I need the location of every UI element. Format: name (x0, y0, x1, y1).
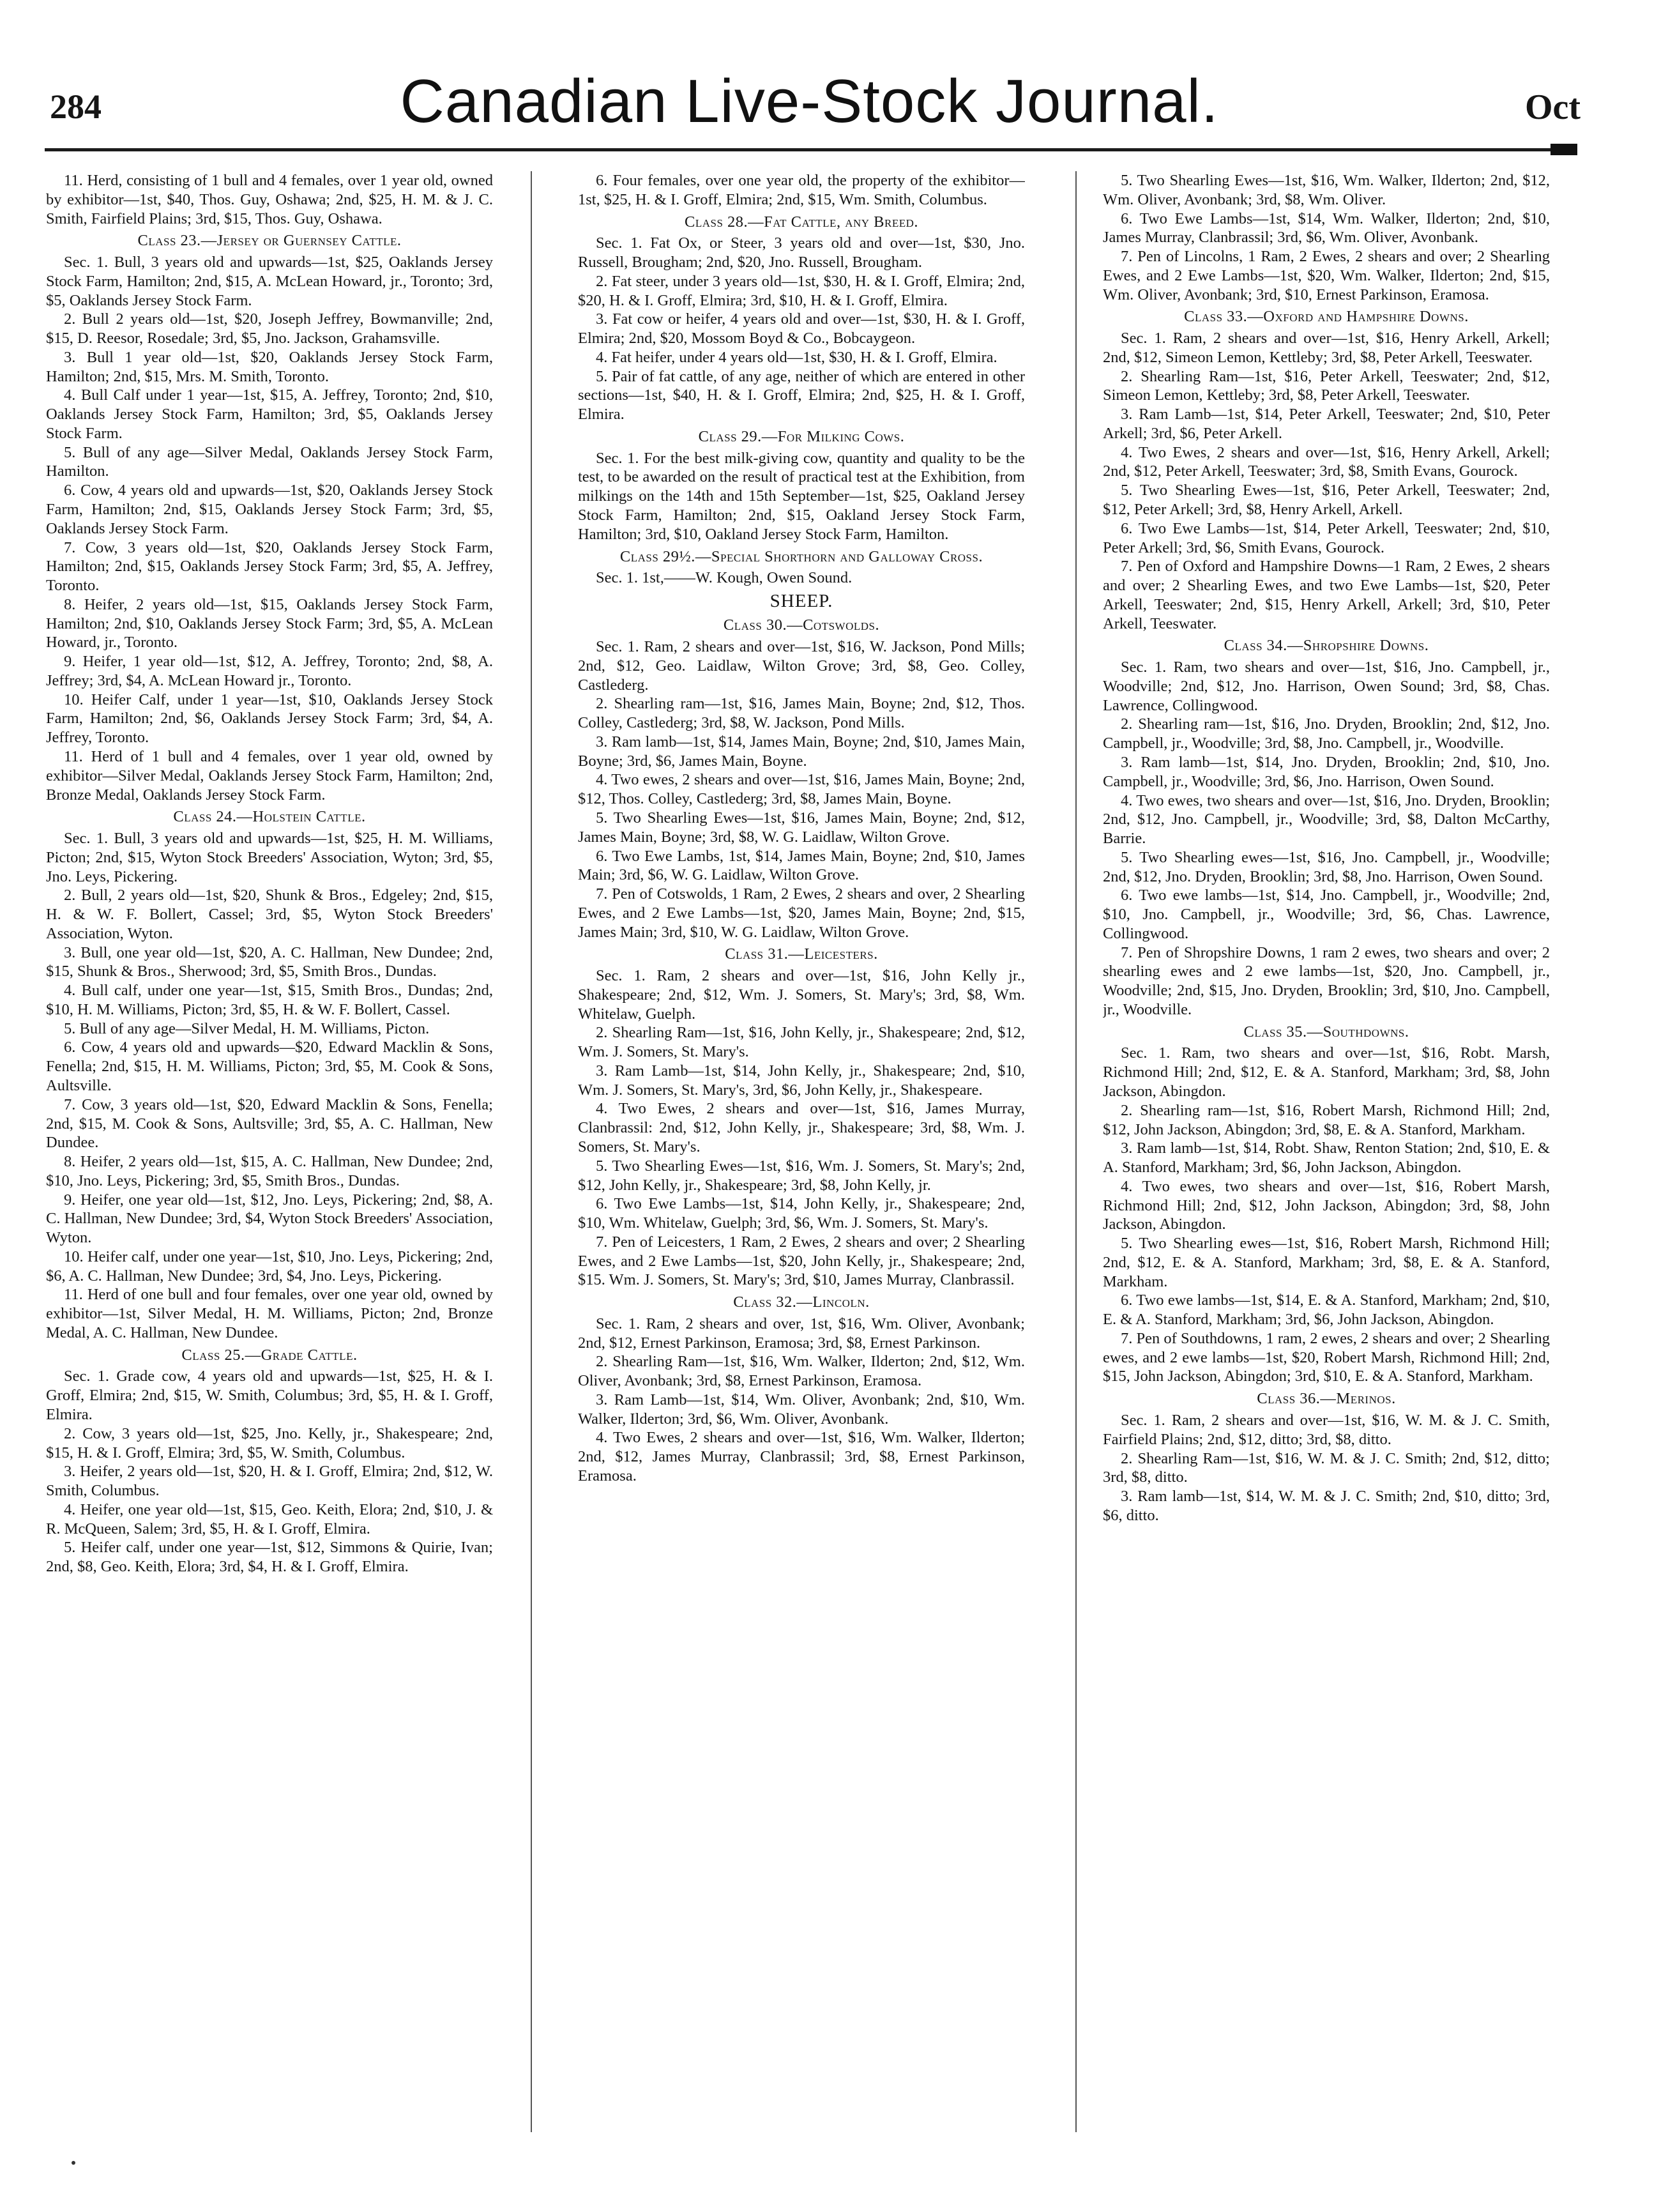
class-heading: Class 25.—Grade Cattle. (181, 1346, 358, 1364)
prize-entry: 5. Two Shearling Ewes—1st, $16, Wm. Walker, Ilderton; 2nd, $12, Wm. Oliver, Avonbank; 3rd, $8, Wm. Oliver. (1103, 172, 1550, 208)
prize-entry: 3. Bull 1 year old—1st, $20, Oaklands Jersey Stock Farm, Hamilton; 2nd, $15, Mrs. M. Smith, Toronto. (46, 348, 493, 385)
prize-entry: Sec. 1. Ram, two shears and over—1st, $16, Robt. Marsh, Richmond Hill; 2nd, $12, E. & A. Stanford, Markham; 3rd, $8, John Jackson, Abingdon. (1103, 1044, 1550, 1100)
class-heading: Class 24.—Holstein Cattle. (173, 808, 366, 826)
prize-entry: 11. Herd, consisting of 1 bull and 4 females, over 1 year old, owned by exhibitor—1st, $40, Thos. Guy, Oshawa; 2nd, $25, H. M. & J. C. Smith, Fairfield Plains; 3rd, $15, Thos. Guy, Oshawa. (46, 172, 493, 227)
prize-entry: 5. Pair of fat cattle, of any age, neither of which are entered in other sections—1st, $40, H. & I. Groff, Elmira; 2nd, $25, H. & I. Groff, Elmira. (578, 367, 1025, 423)
prize-entry: Sec. 1. Bull, 3 years old and upwards—1st, $25, Oaklands Jersey Stock Farm, Hamilton; 2nd, $15, A. McLean Howard, jr., Toronto; 3rd, $5, Oaklands Jersey Stock Farm. (46, 254, 493, 309)
page-month: Oct (1524, 88, 1581, 127)
prize-entry: 10. Heifer Calf, under 1 year—1st, $10, Oaklands Jersey Stock Farm, Hamilton; 2nd, $6, Oaklands Jersey Stock Farm; 3rd, $4, A. Jeffrey, Toronto. (46, 690, 493, 747)
prize-entry: Sec. 1. Bull, 3 years old and upwards—1st, $25, H. M. Williams, Picton; 2nd, $15, Wyton Stock Breeders' Association, Wyton; 3rd, $5, Jno. Leys, Pickering. (46, 830, 493, 885)
prize-entry: 3. Ram lamb—1st, $14, James Main, Boyne; 2nd, $10, James Main, Boyne; 3rd, $6, James Main, Boyne. (578, 733, 1025, 770)
prize-entry: 3. Ram lamb—1st, $14, Jno. Dryden, Brooklin; 2nd, $10, Jno. Campbell, jr., Woodville; 3rd, $6, Jno. Harrison, Owen Sound. (1103, 753, 1550, 790)
class-heading: Class 34.—Shropshire Downs. (1224, 637, 1429, 655)
prize-entry: 8. Heifer, 2 years old—1st, $15, Oaklands Jersey Stock Farm, Hamilton; 2nd, $10, Oaklands Jersey Stock Farm; 3rd, $5, A. McLean Howard, jr., Toronto. (46, 595, 493, 652)
class-heading: Class 35.—Southdowns. (1243, 1023, 1409, 1041)
prize-entry: Sec. 1. Ram, 2 shears and over—1st, $16, Henry Arkell, Arkell; 2nd, $12, Simeon Lemon, Kettleby; 3rd, $8, Peter Arkell, Teeswater. (1103, 330, 1550, 366)
prize-entry: 3. Ram lamb—1st, $14, Robt. Shaw, Renton Station; 2nd, $10, E. & A. Stanford, Markham; 3rd, $6, John Jackson, Abingdon. (1103, 1140, 1550, 1177)
prize-entry: 2. Bull, 2 years old—1st, $20, Shunk & Bros., Edgeley; 2nd, $15, H. & W. F. Bollert, Cassel; 3rd, $5, Wyton Stock Breeders' Association, Wyton. (46, 887, 493, 942)
prize-entry: 5. Two Shearling Ewes—1st, $16, Wm. J. Somers, St. Mary's; 2nd, $12, John Kelly, jr., Shakespeare; 3rd, $8, John Kelly, jr. (578, 1157, 1025, 1194)
class-heading: Class 29½.—Special Shorthorn and Galloway Cross. (619, 547, 983, 565)
text-column-2 (578, 171, 1025, 2139)
prize-entry: 3. Fat cow or heifer, 4 years old and over—1st, $30, H. & I. Groff, Elmira; 2nd, $20, Mossom Boyd & Co., Bobcaygeon. (578, 310, 1025, 347)
text-column-1 (46, 171, 493, 2139)
prize-entry: Sec. 1. Grade cow, 4 years old and upwards—1st, $25, H. & I. Groff, Elmira; 2nd, $15, W. Smith, Columbus; 3rd, $5, H. & I. Groff, Elmira. (46, 1368, 493, 1423)
prize-entry: 4. Two Ewes, 2 shears and over—1st, $16, Henry Arkell, Arkell; 2nd, $12, Peter Arkell, Teeswater; 3rd, $8, Smith Evans, Gourock. (1103, 443, 1550, 480)
class-heading: Class 36.—Merinos. (1257, 1390, 1396, 1408)
class-heading: Class 31.—Leicesters. (725, 945, 878, 963)
prize-entry: 5. Two Shearling Ewes—1st, $16, Peter Arkell, Teeswater; 2nd, $12, Peter Arkell; 3rd, $8, Henry Arkell, Arkell. (1103, 482, 1550, 519)
prize-entry: 6. Two Ewe Lambs, 1st, $14, James Main, Boyne; 2nd, $10, James Main; 3rd, $6, W. G. Laidlaw, Wilton Grove. (578, 847, 1025, 884)
class-heading: Class 32.—Lincoln. (733, 1293, 870, 1311)
prize-entry: 3. Heifer, 2 years old—1st, $20, H. & I. Groff, Elmira; 2nd, $12, W. Smith, Columbus. (46, 1463, 493, 1500)
prize-entry: Sec. 1. 1st,——W. Kough, Owen Sound. (596, 569, 853, 587)
prize-entry: Sec. 1. Ram, 2 shears and over—1st, $16, W. M. & J. C. Smith, Fairfield Plains; 2nd, $12, ditto; 3rd, $8, ditto. (1103, 1412, 1550, 1448)
prize-entry: 6. Cow, 4 years old and upwards—1st, $20, Oaklands Jersey Stock Farm, Hamilton; 2nd, $15, Oaklands Jersey Stock Farm; 3rd, $5, Oaklands Jersey Stock Farm. (46, 482, 493, 537)
column-divider (531, 171, 532, 2132)
prize-entry: 6. Two Ewe Lambs—1st, $14, Wm. Walker, Ilderton; 2nd, $10, James Murray, Clanbrassil; 3rd, $6, Wm. Oliver, Avonbank. (1103, 210, 1550, 247)
prize-entry: 2. Bull 2 years old—1st, $20, Joseph Jeffrey, Bowmanville; 2nd, $15, D. Reesor, Rosedale; 3rd, $5, Jno. Jackson, Grahamsville. (46, 310, 493, 347)
prize-entry: 2. Cow, 3 years old—1st, $25, Jno. Kelly, jr., Shakespeare; 2nd, $15, H. & I. Groff, Elmira; 3rd, $5, W. Smith, Columbus. (46, 1424, 493, 1461)
prize-entry: 4. Two ewes, two shears and over—1st, $16, Robert Marsh, Richmond Hill; 2nd, $12, John Jackson, Abingdon; 3rd, $8, John Jackson, Abingdon. (1103, 1177, 1550, 1233)
prize-entry: 2. Shearling ram—1st, $16, Robert Marsh, Richmond Hill; 2nd, $12, John Jackson, Abingdon; 3rd, $8, E. & A. Stanford, Markham. (1103, 1101, 1550, 1138)
prize-entry: 9. Heifer, one year old—1st, $12, Jno. Leys, Pickering; 2nd, $8, A. C. Hallman, New Dundee; 3rd, $4, Wyton Stock Breeders' Association, Wyton. (46, 1191, 493, 1247)
text-column-3 (1103, 171, 1550, 2139)
prize-entry: 2. Shearling Ram—1st, $16, W. M. & J. C. Smith; 2nd, $12, ditto; 3rd, $8, ditto. (1103, 1449, 1550, 1486)
prize-entry: 6. Two Ewe Lambs—1st, $14, John Kelly, jr., Shakespeare; 2nd, $10, Wm. Whitelaw, Guelph; 3rd, $6, Wm. J. Somers, St. Mary's. (578, 1195, 1025, 1232)
prize-entry: 7. Pen of Shropshire Downs, 1 ram 2 ewes, two shears and over; 2 shearling ewes and 2 ewe lambs—1st, $20, Jno. Campbell, jr., Woodville; 2nd, $15, Jno. Dryden, Brooklin; 3rd, $10, Jno. Campbell, jr., Woodville. (1103, 943, 1550, 1018)
section-heading: SHEEP. (770, 591, 833, 612)
prize-entry: 6. Two ewe lambs—1st, $14, Jno. Campbell, jr., Woodville; 2nd, $10, Jno. Campbell, jr., Woodville; 3rd, $6, Chas. Lawrence, Collingwood. (1103, 887, 1550, 942)
prize-entry: 7. Cow, 3 years old—1st, $20, Edward Macklin & Sons, Fenella; 2nd, $15, M. Cook & Sons, Aultsville; 3rd, $5, A. C. Hallman, New Dundee. (46, 1095, 493, 1152)
prize-entry: 6. Cow, 4 years old and upwards—$20, Edward Macklin & Sons, Fenella; 2nd, $15, H. M. Williams, Picton; 3rd, $5, M. Cook & Sons, Aultsville. (46, 1039, 493, 1094)
prize-entry: 4. Bull calf, under one year—1st, $15, Smith Bros., Dundas; 2nd, $10, H. M. Williams, Picton; 3rd, $5, H. & W. F. Bollert, Cassel. (46, 982, 493, 1018)
page-header (38, 67, 1581, 146)
prize-entry: 4. Two Ewes, 2 shears and over—1st, $16, Wm. Walker, Ilderton; 2nd, $12, James Murray, Clanbrassil; 3rd, $8, Ernest Parkinson, Eramosa. (578, 1429, 1025, 1484)
column-divider (1075, 171, 1077, 2132)
class-heading: Class 23.—Jersey or Guernsey Cattle. (137, 232, 402, 250)
journal-title: Canadian Live-Stock Journal. (400, 67, 1219, 135)
prize-entry: 3. Ram Lamb—1st, $14, Peter Arkell, Teeswater; 2nd, $10, Peter Arkell; 3rd, $6, Peter Arkell. (1103, 406, 1550, 442)
prize-entry: Sec. 1. Ram, 2 shears and over—1st, $16, W. Jackson, Pond Mills; 2nd, $12, Geo. Laidlaw, Wilton Grove; 3rd, $8, Geo. Colley, Castlederg. (578, 638, 1025, 694)
prize-entry: 10. Heifer calf, under one year—1st, $10, Jno. Leys, Pickering; 2nd, $6, A. C. Hallman, New Dundee; 3rd, $4, Jno. Leys, Pickering. (46, 1247, 493, 1285)
prize-entry: 7. Pen of Southdowns, 1 ram, 2 ewes, 2 shears and over; 2 Shearling ewes, and 2 ewe lambs—1st, $20, Robert Marsh, Richmond Hill; 2nd, $15, John Jackson, Abingdon; 3rd, $10, E. & A. Stanford, Markham. (1103, 1329, 1550, 1385)
prize-entry: 6. Four females, over one year old, the property of the exhibitor—1st, $25, H. & I. Groff, Elmira; 2nd, $15, Wm. Smith, Columbus. (578, 172, 1025, 208)
prize-entry: 2. Shearling Ram—1st, $16, John Kelly, jr., Shakespeare; 2nd, $12, Wm. J. Somers, St. Mary's. (578, 1024, 1025, 1061)
prize-entry: 2. Fat steer, under 3 years old—1st, $30, H. & I. Groff, Elmira; 2nd, $20, H. & I. Groff, Elmira; 3rd, $10, H. & I. Groff, Elmira. (578, 272, 1025, 309)
class-heading: Class 28.—Fat Cattle, any Breed. (684, 213, 919, 231)
prize-entry: 5. Bull of any age—Silver Medal, Oaklands Jersey Stock Farm, Hamilton. (46, 443, 493, 480)
prize-entry: 6. Two Ewe Lambs—1st, $14, Peter Arkell, Teeswater; 2nd, $10, Peter Arkell; 3rd, $6, Smith Evans, Gourock. (1103, 519, 1550, 556)
prize-entry: 4. Two Ewes, 2 shears and over—1st, $16, James Murray, Clanbrassil: 2nd, $12, John Kelly, jr., Shakespeare; 3rd, $8, Wm. J. Somers, St. Mary's. (578, 1100, 1025, 1156)
print-speck (72, 2161, 75, 2165)
header-rule (45, 148, 1577, 151)
prize-entry: 4. Two ewes, 2 shears and over—1st, $16, James Main, Boyne; 2nd, $12, Thos. Colley, Castlederg; 3rd, $8, James Main, Boyne. (578, 771, 1025, 808)
prize-entry: 3. Ram lamb—1st, $14, W. M. & J. C. Smith; 2nd, $10, ditto; 3rd, $6, ditto. (1103, 1488, 1550, 1524)
prize-entry: 7. Pen of Cotswolds, 1 Ram, 2 Ewes, 2 shears and over, 2 Shearling Ewes, and 2 Ewe Lambs—1st, $20, James Main, Boyne; 2nd, $15, James Main; 3rd, $10, W. G. Laidlaw, Wilton Grove. (578, 885, 1025, 941)
prize-entry: 4. Bull Calf under 1 year—1st, $15, A. Jeffrey, Toronto; 2nd, $10, Oaklands Jersey Stock Farm, Hamilton; 3rd, $5, Oaklands Jersey Stock Farm. (46, 386, 493, 442)
prize-entry: Sec. 1. Fat Ox, or Steer, 3 years old and over—1st, $30, Jno. Russell, Brougham; 2nd, $20, Jno. Russell, Brougham. (578, 234, 1025, 271)
prize-entry: 2. Shearling Ram—1st, $16, Peter Arkell, Teeswater; 2nd, $12, Simeon Lemon, Kettleby; 3rd, $8, Peter Arkell, Teeswater. (1103, 367, 1550, 404)
prize-entry: 4. Heifer, one year old—1st, $15, Geo. Keith, Elora; 2nd, $10, J. & R. McQueen, Salem; 3rd, $5, H. & I. Groff, Elmira. (46, 1500, 493, 1537)
prize-entry: 3. Ram Lamb—1st, $14, John Kelly, jr., Shakespeare; 2nd, $10, Wm. J. Somers, St. Mary's, 3rd, $6, John Kelly, jr., Shakespeare. (578, 1062, 1025, 1099)
prize-entry: 5. Heifer calf, under one year—1st, $12, Simmons & Quirie, Ivan; 2nd, $8, Geo. Keith, Elora; 3rd, $4, H. & I. Groff, Elmira. (46, 1539, 493, 1576)
prize-entry: 4. Fat heifer, under 4 years old—1st, $30, H. & I. Groff, Elmira. (596, 348, 997, 366)
prize-entry: 2. Shearling ram—1st, $16, Jno. Dryden, Brooklin; 2nd, $12, Jno. Campbell, jr., Woodville; 3rd, $8, Jno. Campbell, jr., Woodville. (1103, 715, 1550, 752)
prize-entry: 2. Shearling ram—1st, $16, James Main, Boyne; 2nd, $12, Thos. Colley, Castlederg; 3rd, $8, W. Jackson, Pond Mills. (578, 695, 1025, 732)
prize-entry: 11. Herd of 1 bull and 4 females, over 1 year old, owned by exhibitor—Silver Medal, Oaklands Jersey Stock Farm, Hamilton; 2nd, Bronze Medal, Oaklands Jersey Stock Farm. (46, 747, 493, 804)
prize-entry: 7. Pen of Oxford and Hampshire Downs—1 Ram, 2 Ewes, 2 shears and over; 2 Shearling Ewes, and two Ewe Lambs—1st, $20, Peter Arkell, Teeswater; 2nd, $15, Henry Arkell, Arkell; 3rd, $10, Peter Arkell, Teeswater. (1103, 558, 1550, 632)
prize-entry: 7. Pen of Lincolns, 1 Ram, 2 Ewes, 2 shears and over; 2 Shearling Ewes, and 2 Ewe Lambs—1st, $20, Wm. Walker, Ilderton; 2nd, $15, Wm. Oliver, Avonbank; 3rd, $10, Ernest Parkinson, Eramosa. (1103, 248, 1550, 303)
prize-entry: 5. Two Shearling Ewes—1st, $16, James Main, Boyne; 2nd, $12, James Main, Boyne; 3rd, $8, W. G. Laidlaw, Wilton Grove. (578, 809, 1025, 846)
page-number: 284 (50, 88, 102, 126)
class-heading: Class 29.—For Milking Cows. (698, 427, 905, 445)
prize-entry: 9. Heifer, 1 year old—1st, $12, A. Jeffrey, Toronto; 2nd, $8, A. Jeffrey; 3rd, $4, A. McLean Howard jr., Toronto. (46, 653, 493, 689)
prize-entry: 5. Bull of any age—Silver Medal, H. M. Williams, Picton. (64, 1019, 430, 1037)
prize-entry: 3. Bull, one year old—1st, $20, A. C. Hallman, New Dundee; 2nd, $15, Shunk & Bros., Sherwood; 3rd, $5, Smith Bros., Dundas. (46, 943, 493, 980)
prize-entry: 8. Heifer, 2 years old—1st, $15, A. C. Hallman, New Dundee; 2nd, $10, Jno. Leys, Pickering; 3rd, $5, Smith Bros., Dundas. (46, 1153, 493, 1189)
class-heading: Class 33.—Oxford and Hampshire Downs. (1184, 308, 1469, 326)
prize-entry: 5. Two Shearling ewes—1st, $16, Robert Marsh, Richmond Hill; 2nd, $12, E. & A. Stanford, Markham; 3rd, $8, E. & A. Stanford, Markham. (1103, 1235, 1550, 1290)
prize-entry: 11. Herd of one bull and four females, over one year old, owned by exhibitor—1st, Silver Medal, H. M. Williams, Picton; 2nd, Bronze Medal, A. C. Hallman, New Dundee. (46, 1286, 493, 1341)
prize-entry: 5. Two Shearling ewes—1st, $16, Jno. Campbell, jr., Woodville; 2nd, $12, Jno. Dryden, Brooklin; 3rd, $8, Jno. Harrison, Owen Sound. (1103, 848, 1550, 885)
rule-end-mark (1550, 144, 1577, 155)
prize-entry: 6. Two ewe lambs—1st, $14, E. & A. Stanford, Markham; 2nd, $10, E. & A. Stanford, Markham; 3rd, $6, John Jackson, Abingdon. (1103, 1292, 1550, 1329)
prize-entry: 3. Ram Lamb—1st, $14, Wm. Oliver, Avonbank; 2nd, $10, Wm. Walker, Ilderton; 3rd, $6, Wm. Oliver, Avonbank. (578, 1391, 1025, 1428)
prize-entry: 2. Shearling Ram—1st, $16, Wm. Walker, Ilderton; 2nd, $12, Wm. Oliver, Avonbank; 3rd, $8, Ernest Parkinson, Eramosa. (578, 1353, 1025, 1390)
prize-entry: 7. Pen of Leicesters, 1 Ram, 2 Ewes, 2 shears and over; 2 Shearling Ewes, and 2 Ewe Lambs—1st, $20, John Kelly, jr., Shakespeare; 2nd, $15. Wm. J. Somers, St. Mary's; 3rd, $10, James Murray, Clanbrassil. (578, 1233, 1025, 1289)
prize-entry: Sec. 1. Ram, two shears and over—1st, $16, Jno. Campbell, jr., Woodville; 2nd, $12, Jno. Harrison, Owen Sound; 3rd, $8, Chas. Lawrence, Collingwood. (1103, 659, 1550, 714)
prize-entry: Sec. 1. Ram, 2 shears and over, 1st, $16, Wm. Oliver, Avonbank; 2nd, $12, Ernest Parkinson, Eramosa; 3rd, $8, Ernest Parkinson. (578, 1315, 1025, 1352)
class-heading: Class 30.—Cotswolds. (723, 616, 880, 634)
prize-entry: Sec. 1. Ram, 2 shears and over—1st, $16, John Kelly jr., Shakespeare; 2nd, $12, Wm. J. Somers, St. Mary's; 3rd, $8, Wm. Whitelaw, Guelph. (578, 967, 1025, 1023)
prize-entry: 4. Two ewes, two shears and over—1st, $16, Jno. Dryden, Brooklin; 2nd, $12, Jno. Campbell, jr., Woodville; 3rd, $8, Dalton McCarthy, Barrie. (1103, 791, 1550, 848)
prize-entry: 7. Cow, 3 years old—1st, $20, Oaklands Jersey Stock Farm, Hamilton; 2nd, $15, Oaklands Jersey Stock Farm; 3rd, $5, A. Jeffrey, Toronto. (46, 538, 493, 595)
prize-entry: Sec. 1. For the best milk-giving cow, quantity and quality to be the test, to be awarded on the result of practical test at the Exhibition, from milkings on the 14th and 15th September—1st, $25, Oakland Jersey Stock Farm, Hamilton; 2nd, $15, Oakland Jersey Stock Farm, Hamilton; 3rd, $10, Oakland Jersey Stock Farm, Hamilton. (578, 449, 1025, 543)
